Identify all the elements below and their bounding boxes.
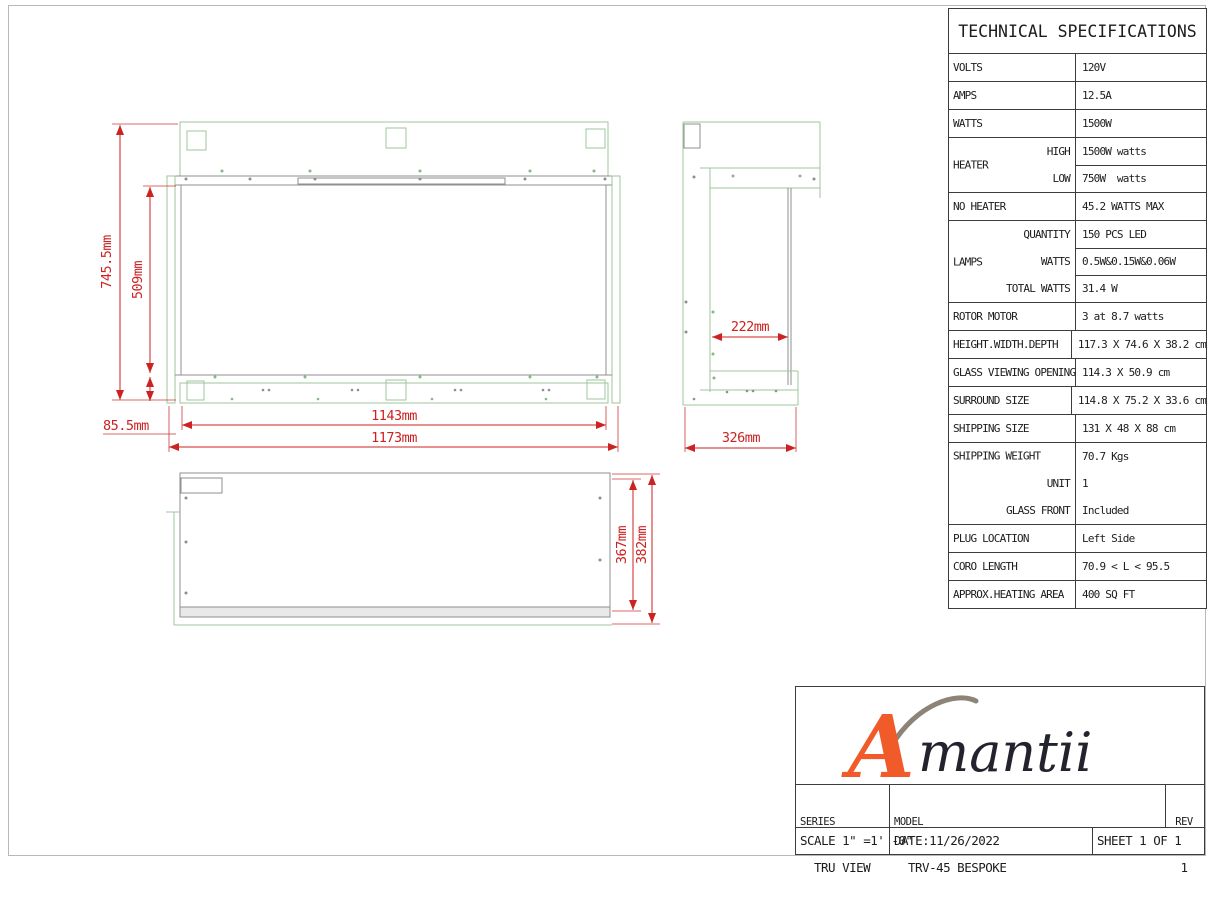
spec-group-name: SHIPPING WEIGHT: [953, 449, 1041, 463]
spec-sub-label: QUANTITY: [1023, 228, 1070, 241]
dim-front-overall-width: 1173mm: [371, 430, 417, 446]
dim-side-inner-depth: 222mm: [730, 319, 770, 335]
spec-label: GLASS VIEWING OPENING: [949, 359, 1076, 386]
spec-row-surround-size: [949, 386, 1206, 414]
spec-value-group: [1076, 443, 1206, 524]
spec-value: 120V: [1082, 61, 1106, 74]
spec-label: NO HEATER: [949, 193, 1076, 220]
spec-value: 12.5A: [1082, 89, 1112, 102]
side-view-dimensions: [685, 319, 796, 452]
spec-value: 131 X 48 X 88 cm: [1082, 422, 1176, 435]
model-label: MODEL: [894, 816, 924, 828]
spec-label: HEIGHT.WIDTH.DEPTH: [949, 331, 1072, 358]
spec-value: 70.7 Kgs: [1082, 450, 1129, 463]
dim-front-glass-height: 509mm: [130, 260, 146, 300]
spec-value-group: [1076, 221, 1206, 302]
title-block: [795, 686, 1205, 875]
spec-row-no-heater: [949, 192, 1206, 220]
model-value: TRV-45 BESPOKE: [908, 860, 1007, 875]
spec-label-group: [949, 221, 1076, 302]
date-cell: DATE:11/26/2022: [890, 828, 1093, 854]
scale-cell: SCALE 1" =1' -0": [796, 828, 890, 854]
spec-row-lamps: [949, 220, 1206, 302]
spec-value: Left Side: [1082, 532, 1135, 545]
dim-bottom-overall-depth: 382mm: [634, 525, 650, 565]
spec-value: 0.5W&0.15W&0.06W: [1076, 248, 1206, 275]
spec-row-heater: [949, 137, 1206, 192]
spec-value: 1: [1082, 477, 1088, 490]
spec-row-shipping-weight: [949, 442, 1206, 524]
spec-label: PLUG LOCATION: [949, 525, 1076, 552]
side-view: [683, 122, 820, 405]
spec-value-group: [1076, 138, 1206, 192]
spec-group-name: LAMPS: [953, 255, 983, 268]
spec-sub-label: HIGH: [1046, 145, 1070, 158]
sheet-cell: SHEET 1 OF 1: [1097, 833, 1182, 848]
spec-table: [948, 8, 1207, 609]
spec-value: 1500W watts: [1082, 145, 1147, 158]
spec-label: WATTS: [949, 110, 1076, 137]
spec-value: 150 PCS LED: [1082, 228, 1147, 241]
spec-sub-label: WATTS: [1040, 255, 1070, 268]
spec-label: SURROUND SIZE: [949, 387, 1072, 414]
spec-value: 114.8 X 75.2 X 33.6 cm: [1077, 394, 1206, 407]
front-view: [167, 122, 620, 403]
rev-value: 1: [1180, 860, 1188, 875]
spec-row-rotor-motor: [949, 302, 1206, 330]
spec-sub-label: UNIT: [1046, 477, 1070, 490]
spec-value: 1500W: [1082, 117, 1112, 130]
bottom-view-dimensions: [612, 474, 660, 624]
bottom-view: [166, 473, 612, 625]
logo-area: [796, 687, 1204, 784]
spec-value: 45.2 WATTS MAX: [1082, 200, 1164, 213]
spec-value: 117.3 X 74.6 X 38.2 cm: [1077, 338, 1206, 351]
spec-value: 114.3 X 50.9 cm: [1082, 366, 1170, 379]
spec-row-hwd: [949, 330, 1206, 358]
dim-bottom-inner-depth: 367mm: [614, 525, 630, 565]
spec-sub-label: LOW: [1052, 172, 1070, 185]
spec-value: 400 SQ FT: [1082, 588, 1135, 601]
dim-front-inner-width: 1143mm: [371, 408, 417, 424]
spec-value: 70.9 < L < 95.5: [1082, 560, 1170, 573]
spec-label: ROTOR MOTOR: [949, 303, 1076, 330]
series-label: SERIES: [800, 816, 835, 828]
spec-row-plug-location: [949, 524, 1206, 552]
spec-row-heating-area: [949, 580, 1206, 608]
spec-sub-label: GLASS FRONT: [1005, 504, 1070, 517]
spec-table-title: TECHNICAL SPECIFICATIONS: [958, 21, 1197, 41]
dim-front-bottom-offset: 85.5mm: [103, 418, 149, 434]
spec-value: 3 at 8.7 watts: [1082, 310, 1164, 323]
rev-cell: [1166, 785, 1202, 875]
logo-letter-a: A: [848, 697, 915, 784]
spec-row-coro-length: [949, 552, 1206, 580]
spec-row-watts: [949, 109, 1206, 137]
spec-label: CORO LENGTH: [949, 553, 1076, 580]
spec-label: APPROX.HEATING AREA: [949, 581, 1076, 608]
rev-label: REV: [1175, 816, 1193, 828]
spec-label-group: [949, 138, 1076, 192]
series-value: TRU VIEW: [814, 860, 871, 875]
spec-row-volts: [949, 53, 1206, 81]
logo-text: mantii: [918, 721, 1093, 784]
dim-side-overall-depth: 326mm: [721, 430, 761, 446]
spec-row-glass-viewing: [949, 358, 1206, 386]
spec-row-amps: [949, 81, 1206, 109]
spec-label-group: [949, 443, 1076, 524]
spec-label: SHIPPING SIZE: [949, 415, 1076, 442]
spec-value: 750W watts: [1076, 165, 1206, 192]
title-block-row-2: [796, 827, 1204, 854]
spec-value: 31.4 W: [1076, 275, 1206, 302]
amantii-logo: [796, 687, 1204, 784]
spec-row-shipping-size: [949, 414, 1206, 442]
spec-group-name: HEATER: [953, 158, 988, 172]
spec-value: Included: [1082, 504, 1129, 517]
spec-sub-label: TOTAL WATTS: [1005, 282, 1070, 295]
spec-label: VOLTS: [949, 54, 1076, 81]
dim-front-overall-height: 745.5mm: [99, 235, 115, 289]
spec-label: AMPS: [949, 82, 1076, 109]
